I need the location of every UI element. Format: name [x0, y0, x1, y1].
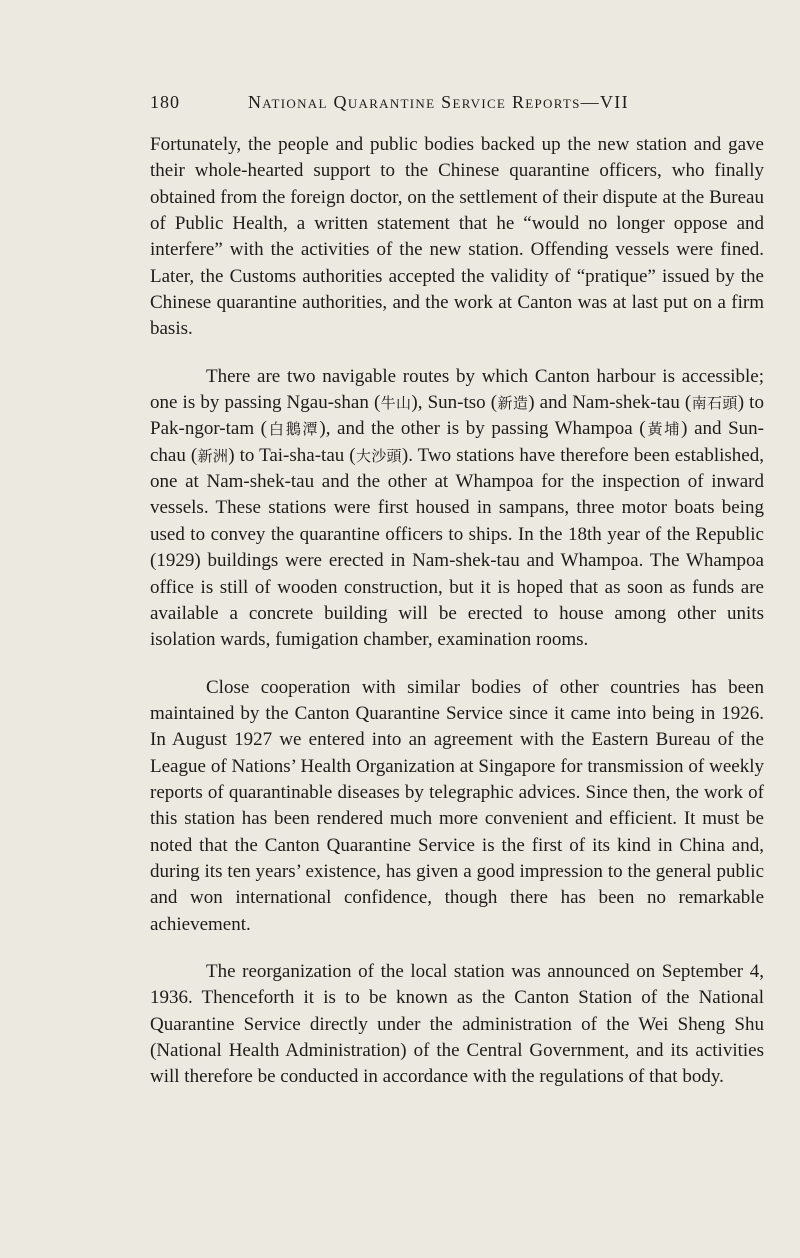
paragraph-reorganization: The reorganization of the local station was announced on September 4, 1936. Thenceforth it is to be known as the Canton Station of the National Quarantine Service directly under the administration of the Wei Sheng Shu (National Health Administration) of the Central Government, and its activities will therefore be conducted in accordance with the regulations of that body.	[150, 960, 764, 1088]
route-text: ) and Sun-chau (	[150, 418, 764, 466]
route-text: ). Two stations have therefore been established, one at Nam-shek-tau and the other at Whampoa for the inspection of inward vessels. These stations were first housed in sampans, three motor boats being used to convey the quarantine officers to ships. In the 18th year of the Republic (1929) buildings were erected in Nam-shek-tau and Whampoa. The Whampoa office is still of wooden construction, but it is hoped that as soon as funds are available a concrete building will be erected to house among other units isolation wards, fumigation chamber, examination rooms.	[150, 444, 764, 651]
route-text: ), Sun-tso (	[411, 392, 498, 414]
page-number: 180	[150, 92, 180, 112]
route-text: ) to Pak-ngor-tam (	[150, 392, 764, 440]
paragraph-navigable-routes	[150, 364, 764, 654]
chinese-name-pak-ngor-tam: 白鵝潭	[267, 420, 320, 439]
chinese-name-sun-chau: 新洲	[197, 446, 229, 465]
chinese-name-whampoa: 黃埔	[645, 420, 682, 439]
body-text	[150, 132, 764, 1091]
chinese-name-sun-tso: 新造	[497, 394, 529, 413]
running-head-title: National Quarantine Service Reports—VII	[248, 92, 629, 112]
paragraph-pratique: Fortunately, the people and public bodies backed up the new station and gave their whole-hearted support to the Chinese quarantine officers, who finally obtained from the foreign doctor, on the settlement of their dispute at the Bureau of Public Health, a written statement that he “would no longer oppose and interfere” with the activities of the new station. Offending vessels were fined. Later, the Customs authorities accepted the validity of “pratique” issued by the Chinese quarantine authorities, and the work at Canton was at last put on a firm basis.	[150, 134, 764, 340]
route-text: There are two navigable routes by which Canton harbour is accessible; one is by passing Ngau-shan (	[150, 365, 764, 414]
route-text: ) and Nam-shek-tau (	[528, 392, 692, 414]
chinese-name-ngau-shan: 牛山	[380, 394, 412, 413]
route-text: ) to Tai-sha-tau (	[228, 444, 356, 466]
chinese-name-tai-sha-tau: 大沙頭	[355, 446, 402, 465]
route-text: ), and the other is by passing Whampoa (	[319, 418, 646, 440]
paragraph-cooperation: Close cooperation with similar bodies of other countries has been maintained by the Canton Quarantine Service since it came into being in 1926. In August 1927 we entered into an agreement with the Eastern Bureau of the League of Nations’ Health Organization at Singapore for transmission of weekly reports of quarantinable diseases by telegraphic advices. Since then, the work of this station has been rendered much more convenient and efficient. It must be noted that the Canton Quarantine Service is the first of its kind in China and, during its ten years’ existence, has given a good impression to the general public and won international confidence, though there has been no remarkable achievement.	[150, 676, 764, 935]
running-head	[150, 92, 710, 116]
chinese-name-nam-shek-tau: 南石頭	[691, 394, 738, 413]
